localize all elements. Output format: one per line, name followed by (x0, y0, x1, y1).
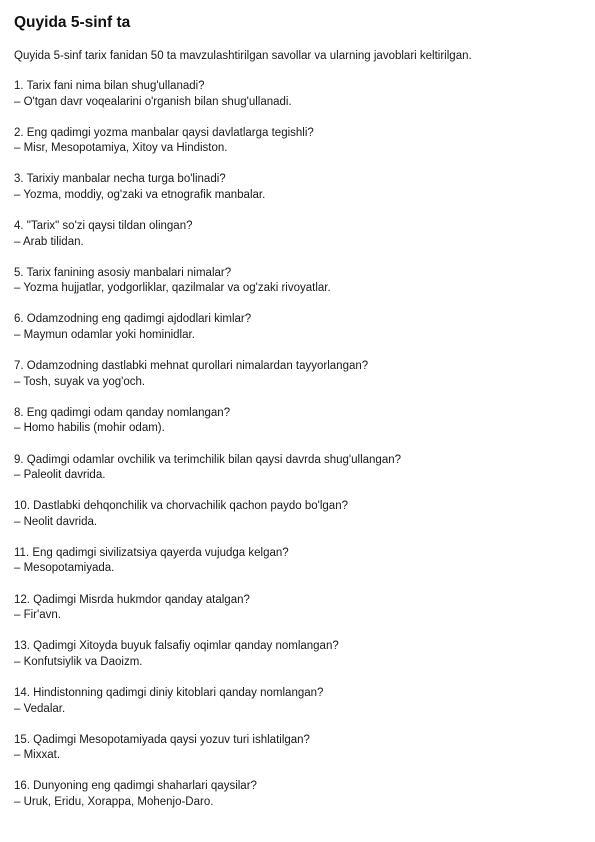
answer-text: – Fir'avn. (14, 609, 61, 622)
answer-text: – Misr, Mesopotamiya, Xitoy va Hindiston. (14, 142, 228, 155)
qa-item (14, 172, 581, 203)
question-text: 3. Tarixiy manbalar necha turga bo'linadi? (14, 173, 226, 186)
question-text: 6. Odamzodning eng qadimgi ajdodlari kimlar? (14, 313, 252, 326)
qa-item (14, 453, 581, 484)
qa-item (14, 639, 581, 670)
answer-text: – Homo habilis (mohir odam). (14, 422, 165, 435)
question-text: 8. Eng qadimgi odam qanday nomlangan? (14, 406, 231, 419)
answer-text: – Vedalar. (14, 702, 66, 715)
answer-text: – Yozma, moddiy, og'zaki va etnografik manbalar. (14, 188, 266, 201)
answer-text: – Tosh, suyak va yog'och. (14, 375, 146, 388)
qa-list (14, 79, 581, 811)
qa-item (14, 686, 581, 717)
answer-text: – Konfutsiylik va Daoizm. (14, 655, 143, 668)
answer-text: – Arab tilidan. (14, 235, 84, 248)
answer-text: – Neolit davrida. (14, 515, 98, 528)
question-text: 1. Tarix fani nima bilan shug'ullanadi? (14, 80, 205, 92)
question-text: 15. Qadimgi Mesopotamiyada qaysi yozuv turi ishlatilgan? (14, 733, 310, 746)
qa-item (14, 546, 581, 577)
answer-text: – Maymun odamlar yoki hominidlar. (14, 329, 195, 342)
question-text: 7. Odamzodning dastlabki mehnat qurollari nimalardan tayyorlangan? (14, 360, 369, 373)
qa-item (14, 312, 581, 343)
qa-item (14, 266, 581, 297)
question-text: 10. Dastlabki dehqonchilik va chorvachilik qachon paydo bo'lgan? (14, 500, 348, 513)
qa-item (14, 406, 581, 437)
qa-item (14, 779, 581, 810)
question-text: 9. Qadimgi odamlar ovchilik va terimchilik bilan qaysi davrda shug'ullangan? (14, 453, 402, 466)
question-text: 16. Dunyoning eng qadimgi shaharlari qaysilar? (14, 780, 257, 793)
question-text: 11. Eng qadimgi sivilizatsiya qayerda vujudga kelgan? (14, 546, 289, 559)
question-text: 14. Hindistonning qadimgi diniy kitoblari qanday nomlangan? (14, 686, 324, 699)
qa-item (14, 359, 581, 390)
qa-item (14, 79, 581, 110)
question-text: 13. Qadimgi Xitoyda buyuk falsafiy oqimlar qanday nomlangan? (14, 640, 339, 653)
answer-text: – Uruk, Eridu, Xorappa, Mohenjo-Daro. (14, 795, 214, 808)
qa-item (14, 219, 581, 250)
question-text: 12. Qadimgi Misrda hukmdor qanday atalgan? (14, 593, 250, 606)
page-title: Quyida 5-sinf ta (14, 14, 131, 31)
qa-item (14, 499, 581, 530)
intro-paragraph: Quyida 5-sinf tarix fanidan 50 ta mavzulashtirilgan savollar va ularning javoblari keltirilgan. (14, 50, 472, 62)
question-text: 5. Tarix fanining asosiy manbalari nimalar? (14, 266, 232, 279)
qa-item (14, 593, 581, 624)
question-text: 2. Eng qadimgi yozma manbalar qaysi davlatlarga tegishli? (14, 126, 314, 139)
qa-item (14, 733, 581, 764)
qa-item (14, 126, 581, 157)
answer-text: – Mixxat. (14, 749, 61, 762)
answer-text: – Yozma hujjatlar, yodgorliklar, qazilmalar va og'zaki rivoyatlar. (14, 282, 331, 295)
answer-text: – O'tgan davr voqealarini o'rganish bilan shug'ullanadi. (14, 95, 292, 108)
answer-text: – Mesopotamiyada. (14, 562, 115, 575)
question-text: 4. "Tarix" so'zi qaysi tildan olingan? (14, 220, 193, 233)
answer-text: – Paleolit davrida. (14, 469, 106, 482)
